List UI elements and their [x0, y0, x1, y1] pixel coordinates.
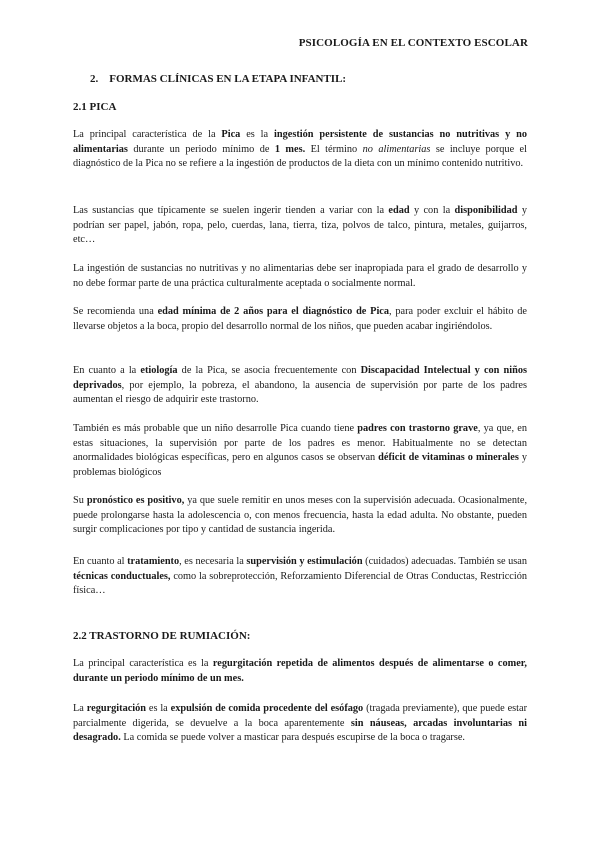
rumiacion-paragraph-2: La regurgitación es la expulsión de comida procedente del esófago (tragada previamente), que puede estar parcialmente digerida, se devuelve a la boca aparentemente sin náuseas, arcadas involuntarias ni desagrado. La comida se puede volver a masticar para después escupirse de la boca o tragarse. [73, 703, 528, 743]
rumiacion-paragraph-1: La principal característica es la regurgitación repetida de alimentos después de alimentarse o comer, durante un periodo mínimo de un mes. [73, 658, 528, 684]
pica-paragraph-7: Su pronóstico es positivo, ya que suele remitir en unos meses con la supervisión adecuada. Ocasionalmente, puede prolongarse hasta la adolescencia o, con menos frecuencia, hasta la edad adulta. No obstante, pueden surgir complicaciones por tipo y cantidad de sustancia ingerida. [73, 495, 528, 535]
pica-paragraph-4: Se recomienda una edad mínima de 2 años para el diagnóstico de Pica, para poder excluir el hábito de llevarse objetos a la boca, propio del desarrollo normal de los niños, que pueden acabar ingiriéndolos. [73, 306, 527, 332]
pica-heading: 2.1 PICA [73, 101, 117, 113]
pica-paragraph-1: La principal característica de la Pica es la ingestión persistente de sustancias no nutritivas y no alimentarias durante un periodo mínimo de 1 mes. El término no alimentarias se incluye porque el diagnóstico de la Pica no se refiere a la ingestión de productos de la dieta con un mínimo contenido nutritivo. [73, 129, 528, 169]
pica-paragraph-5: En cuanto a la etiología de la Pica, se asocia frecuentemente con Discapacidad Intelectual y con niños deprivados, por ejemplo, la pobreza, el abandono, la ausencia de supervisión por parte de los padres aumentan el riesgo de adquirir este trastorno. [73, 365, 527, 405]
pica-paragraph-6: También es más probable que un niño desarrolle Pica cuando tiene padres con trastorno grave, ya que, en estas situaciones, la supervisión por parte de los padres es menor. Habitualmente no se detectan anormalidades biológicas específicas, pero en algunos casos se observan déficit de vitaminas o minerales y problemas biológicos [73, 423, 527, 478]
running-header: PSICOLOGÍA EN EL CONTEXTO ESCOLAR [298, 37, 528, 49]
rumiacion-heading: 2.2 TRASTORNO DE RUMIACIÓN: [73, 630, 251, 642]
section-heading [90, 73, 346, 85]
section-title: FORMAS CLÍNICAS EN LA ETAPA INFANTIL: [109, 73, 347, 85]
section-number: 2. [90, 73, 99, 85]
pica-paragraph-8: En cuanto al tratamiento, es necesaria la supervisión y estimulación (cuidados) adecuadas. También se usan técnicas conductuales, como la sobreprotección, Reforzamiento Diferencial de Otras Conductas, Restricción física… [73, 556, 527, 596]
pica-paragraph-2: Las sustancias que típicamente se suelen ingerir tienden a variar con la edad y con la disponibilidad y podrían ser papel, jabón, ropa, pelo, cuerdas, lana, tierra, tiza, polvos de talco, pintura, metales, guijarros, etc… [73, 205, 527, 245]
pica-paragraph-3: La ingestión de sustancias no nutritivas y no alimentarias debe ser inapropiada para el grado de desarrollo y no debe formar parte de una práctica culturalmente aceptada o socialmente normal. [73, 263, 527, 289]
